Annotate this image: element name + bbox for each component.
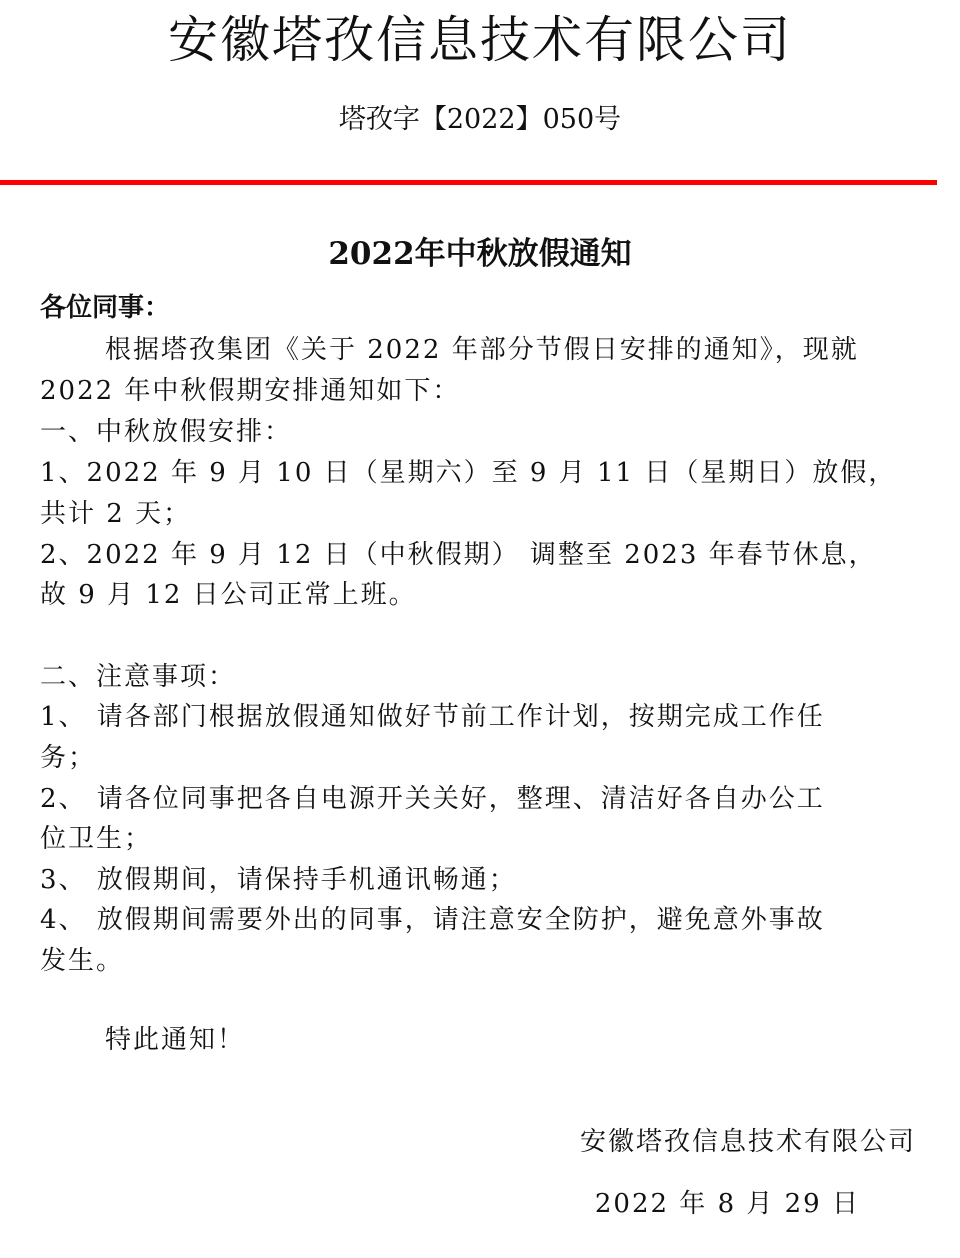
intro-line: 根据塔孜集团《关于 2022 年部分节假日安排的通知》，现就 bbox=[105, 335, 859, 365]
section-line: 2、 请各位同事把各自电源开关关好，整理、清洁好各自办公工 bbox=[40, 784, 825, 814]
section-line: 共计 2 天； bbox=[40, 499, 192, 529]
company-letterhead-title: 安徽塔孜信息技术有限公司 bbox=[168, 11, 792, 69]
signature-date: 2022 年 8 月 29 日 bbox=[594, 1189, 860, 1219]
closing-remark: 特此通知！ bbox=[105, 1025, 246, 1055]
intro-line: 2022 年中秋假期安排通知如下： bbox=[40, 376, 461, 406]
section-heading: 二、注意事项： bbox=[40, 662, 237, 692]
signature-company: 安徽塔孜信息技术有限公司 bbox=[579, 1127, 916, 1157]
section-line: 位卫生； bbox=[40, 824, 153, 854]
section-line: 务； bbox=[40, 743, 97, 773]
section-line: 4、 放假期间需要外出的同事，请注意安全防护，避免意外事故 bbox=[40, 905, 825, 935]
section-line: 1、 请各部门根据放假通知做好节前工作计划，按期完成工作任 bbox=[40, 702, 825, 732]
section-heading: 一、中秋放假安排： bbox=[40, 417, 293, 447]
red-header-rule bbox=[0, 180, 937, 185]
section-line: 2、2022 年 9 月 12 日（中秋假期） 调整至 2023 年春节休息， bbox=[40, 540, 877, 570]
notice-title: 2022年中秋放假通知 bbox=[328, 236, 632, 272]
greeting: 各位同事： bbox=[40, 293, 171, 323]
section-line: 3、 放假期间，请保持手机通讯畅通； bbox=[40, 865, 517, 895]
section-line: 1、2022 年 9 月 10 日（星期六）至 9 月 11 日（星期日）放假， bbox=[40, 458, 897, 488]
document-number: 塔孜字【2022】050号 bbox=[338, 104, 622, 135]
section-line: 故 9 月 12 日公司正常上班。 bbox=[40, 580, 417, 610]
section-line: 发生。 bbox=[40, 946, 125, 976]
